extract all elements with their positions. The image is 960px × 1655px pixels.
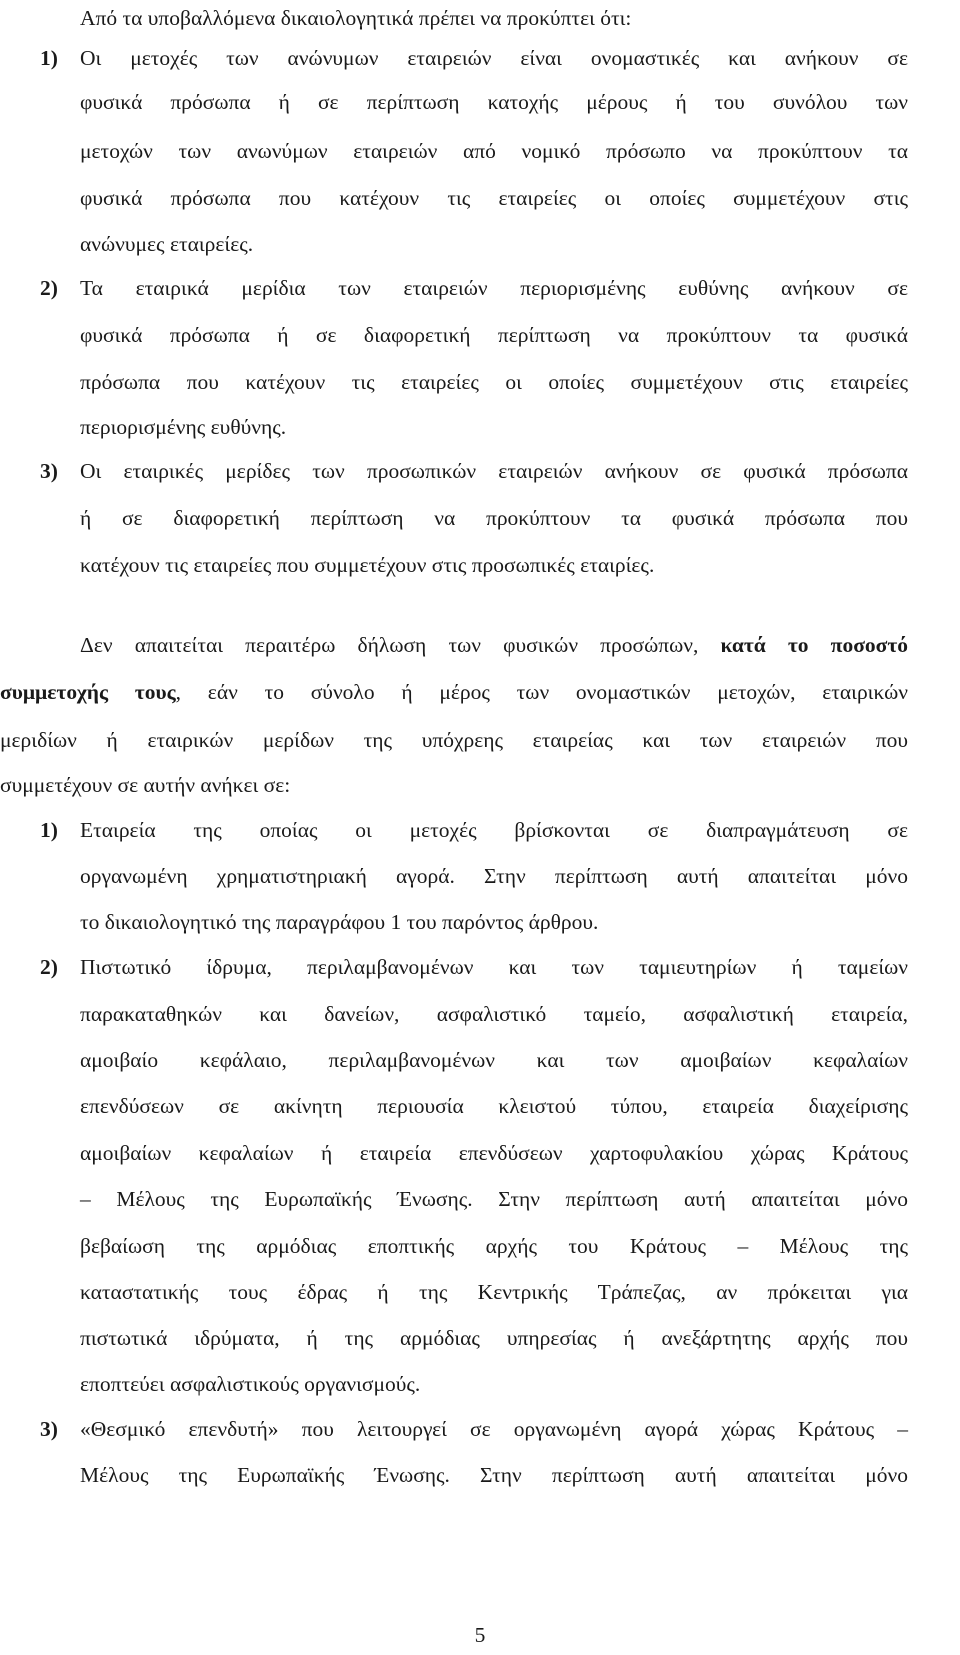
item-line: οργανωμένη χρηματιστηριακή αγορά. Στην περίπτωση αυτή απαιτείται μόνο — [80, 864, 908, 888]
item-number: 2) — [40, 955, 58, 979]
item-number: 1) — [40, 818, 58, 842]
paragraph-line: μεριδίων ή εταιρικών μερίδων της υπόχρεης εταιρείας και των εταιρειών που — [0, 728, 908, 752]
item-number: 3) — [40, 459, 58, 483]
item-line: το δικαιολογητικό της παραγράφου 1 του παρόντος άρθρου. — [80, 910, 599, 934]
item-line: Πιστωτικό ίδρυμα, περιλαμβανομένων και των ταμιευτηρίων ή ταμείων — [80, 955, 908, 979]
item-line: αμοιβαίο κεφάλαιο, περιλαμβανομένων και των αμοιβαίων κεφαλαίων — [80, 1048, 908, 1072]
paragraph-line — [0, 677, 908, 707]
item-line: καταστατικής τους έδρας ή της Κεντρικής Τράπεζας, αν πρόκειται για — [80, 1280, 908, 1304]
item-line: φυσικά πρόσωπα που κατέχουν τις εταιρείες οι οποίες συμμετέχουν στις — [80, 186, 908, 210]
item-line: παρακαταθηκών και δανείων, ασφαλιστικό ταμείο, ασφαλιστική εταιρεία, — [80, 1002, 908, 1026]
paragraph-line: συμμετέχουν σε αυτήν ανήκει σε: — [0, 773, 291, 797]
item-line: Μέλους της Ευρωπαϊκής Ένωσης. Στην περίπτωση αυτή απαιτείται μόνο — [80, 1463, 908, 1487]
item-line: φυσικά πρόσωπα ή σε περίπτωση κατοχής μέρους ή του συνόλου των — [80, 90, 908, 114]
item-line: φυσικά πρόσωπα ή σε διαφορετική περίπτωση να προκύπτουν τα φυσικά — [80, 323, 908, 347]
item-line: «Θεσμικό επενδυτή» που λειτουργεί σε οργανωμένη αγορά χώρας Κράτους – — [80, 1417, 908, 1441]
item-line: ή σε διαφορετική περίπτωση να προκύπτουν τα φυσικά πρόσωπα που — [80, 506, 908, 530]
item-line: Εταιρεία της οποίας οι μετοχές βρίσκονται σε διαπραγμάτευση σε — [80, 818, 908, 842]
item-line: Οι εταιρικές μερίδες των προσωπικών εταιρειών ανήκουν σε φυσικά πρόσωπα — [80, 459, 908, 483]
item-line: εποπτεύει ασφαλιστικούς οργανισμούς. — [80, 1372, 421, 1396]
item-line: αμοιβαίων κεφαλαίων ή εταιρεία επενδύσεων χαρτοφυλακίου χώρας Κράτους — [80, 1141, 908, 1165]
item-line: επενδύσεων σε ακίνητη περιουσία κλειστού τύπου, εταιρεία διαχείρισης — [80, 1094, 908, 1118]
item-number: 1) — [40, 46, 58, 70]
item-line: περιορισμένης ευθύνης. — [80, 415, 287, 439]
bold-text: κατά το ποσοστό — [720, 633, 908, 657]
item-line: πρόσωπα που κατέχουν τις εταιρείες οι οποίες συμμετέχουν στις εταιρείες — [80, 370, 908, 394]
item-line: Τα εταιρικά μερίδια των εταιρειών περιορισμένης ευθύνης ανήκουν σε — [80, 276, 908, 300]
bold-text: συμμετοχής τους — [0, 680, 176, 704]
item-line: πιστωτικά ιδρύματα, ή της αρμόδιας υπηρεσίας ή ανεξάρτητης αρχής που — [80, 1326, 908, 1350]
intro-text: Από τα υποβαλλόμενα δικαιολογητικά πρέπει να προκύπτει ότι: — [80, 6, 632, 30]
paragraph-text: , εάν το σύνολο ή μέρος των ονομαστικών μετοχών, εταιρικών — [175, 680, 908, 704]
paragraph-text: Δεν απαιτείται περαιτέρω δήλωση των φυσικών προσώπων, — [80, 633, 721, 657]
paragraph-line — [80, 630, 908, 660]
item-line: – Μέλους της Ευρωπαϊκής Ένωσης. Στην περίπτωση αυτή απαιτείται μόνο — [80, 1187, 908, 1211]
page-number: 5 — [474, 1623, 486, 1647]
item-number: 3) — [40, 1417, 58, 1441]
item-line: Οι μετοχές των ανώνυμων εταιρειών είναι ονομαστικές και ανήκουν σε — [80, 46, 908, 70]
item-line: κατέχουν τις εταιρείες που συμμετέχουν στις προσωπικές εταιρίες. — [80, 553, 655, 577]
item-line: βεβαίωση της αρμόδιας εποπτικής αρχής του Κράτους – Μέλους της — [80, 1234, 908, 1258]
item-line: ανώνυμες εταιρείες. — [80, 232, 254, 256]
item-line: μετοχών των ανωνύμων εταιρειών από νομικό πρόσωπο να προκύπτουν τα — [80, 139, 908, 163]
item-number: 2) — [40, 276, 58, 300]
